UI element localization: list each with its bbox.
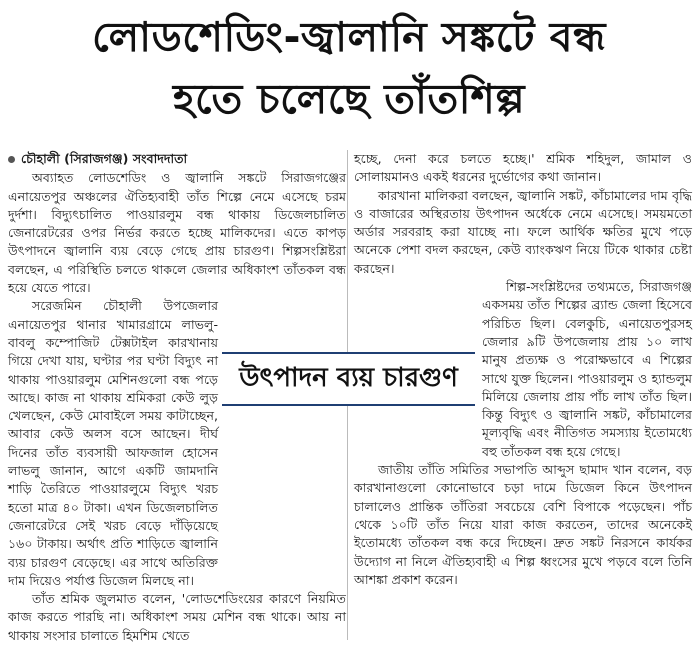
paragraph: অব্যাহত লোডশেডিং ও জ্বালানি সঙ্কটে সিরাজগঞ্জের এনায়েতপুর অঞ্চলের ঐতিহ্যবাহী তাঁত শিল্পে নেমে এসেছে চরম দুর্দশা। বিদ্যুৎচালিত পাওয়ারলুম বন্ধ থাকায় ডিজেলচালিত জেনারেটরের ওপর নির্ভর করতে হচ্ছে মালিকদের। এতে কাপড় উৎপাদনে জ্বালানি ব্যয় বেড়ে গেছে প্রায় চারগুণ। শিল্পসংশ্লিষ্টরা বলছেন, এ পরিস্থিতি চলতে থাকলে জেলার অধিকাংশ তাঁতকল বন্ধ হয়ে যেতে পারে। (8, 170, 346, 296)
headline-line-1: লোডশেডিং-জ্বালানি সঙ্কটে বন্ধ (92, 13, 606, 61)
pullquote-text: উৎপাদন ব্যয় চারগুণ (239, 363, 458, 393)
headline (0, 6, 698, 130)
paragraph: সরেজমিন চৌহালী উপজেলার এনায়েতপুর থানার খামারগ্রামে লাভলু-বাবলু কম্পোজিট টেক্সটাইল কারখানায় গিয়ে দেখা যায়, ঘণ্টার পর ঘণ্টা বিদ্যুৎ না থাকায় পাওয়ারলুম মেশিনগুলো বন্ধ পড়ে আছে। কাজ না থাকায় শ্রমিকরা কেউ লুড় খেলছেন, কেউ মোবাইলে সময় কাটাচ্ছেন, আবার কেউ অলস বসে আছেন। দীর্ঘ দিনের তাঁত ব্যবসায়ী আফজাল হোসেন লাভলু জানান, আগে একটি জামদানি শাড়ি তৈরিতে পাওয়ারলুমে বিদ্যুৎ খরচ হতো মাত্র ৪০ টাকা। এখন ডিজেলচালিত জেনারেটরে সেই খরচ বেড়ে দাঁড়িয়েছে ১৬০ টাকায়। অর্থাৎ প্রতি শাড়িতে জ্বালানি ব্যয় চারগুণ বেড়েছে। এর সাথে অতিরিক্ত দাম দিয়েও পর্যাপ্ত ডিজেল মিলছে না। (8, 298, 218, 588)
bullet-icon (8, 156, 15, 163)
paragraph: তাঁত শ্রমিক জুলমাত বলেন, 'লোডশেডিংয়ের কারণে নিয়মিত কাজ করতে পারছি না। অধিকাংশ সময় মেশিন বন্ধ থাকে। আয় না থাকায় সংসার চালাতে হিমশিম খেতে (8, 591, 346, 643)
pullquote (222, 352, 475, 406)
paragraph: হচ্ছে, দেনা করে চলতে হচ্ছে।' শ্রমিক শহিদুল, জামাল ও সোলায়মানও একই ধরনের দুর্ভোগের কথা জানান। (354, 151, 692, 185)
byline-text: চৌহালী (সিরাজগঞ্জ) সংবাদদাতা (21, 151, 188, 166)
headline-line-2: হতে চলেছে তাঁতশিল্প (173, 75, 525, 123)
paragraph: জাতীয় তাঁতি সমিতির সভাপতি আব্দুস ছামাদ খান বলেন, বড় কারখানাগুলো কোনোভাবে চড়া দামে ডিজেল কিনে উৎপাদন চালালেও প্রান্তিক তাঁতিরা সবচেয়ে বেশি বিপাকে পড়েছেন। পাঁচ থেকে ১০টি তাঁত নিয়ে যারা কাজ করতেন, তাদের অনেকেই ইতোমধ্যে তাঁতকল বন্ধ করে দিচ্ছেন। দ্রুত সঙ্কট নিরসনে কার্যকর উদ্যোগ না নিলে ঐতিহ্যবাহী এ শিল্প ধ্বংসের মুখে পড়বে বলে তিনি আশঙ্কা প্রকাশ করেন। (354, 462, 692, 587)
paragraph: কারখানা মালিকরা বলছেন, জ্বালানি সঙ্কট, কাঁচামালের দাম বৃদ্ধি ও বাজারের অস্থিরতায় উৎপাদন অর্ধেকে নেমে এসেছে। সময়মতো অর্ডার সরবরাহ করা যাচ্ছে না। ফলে আর্থিক ক্ষতির মুখে পড়ে অনেকে পেশা বদল করছেন, কেউ ব্যাংকঋণ নিয়ে টিকে থাকার চেষ্টা করছেন। (354, 187, 692, 276)
paragraph: শিল্প-সংশ্লিষ্টদের তথ্যমতে, সিরাজগঞ্জ একসময় তাঁত শিল্পের ব্র্যান্ড জেলা হিসেবে পরিচিত ছিল। বেলকুচি, এনায়েতপুরসহ জেলার ৯টি উপজেলায় প্রায় ১০ লাখ মানুষ প্রত্যক্ষ ও পরোক্ষভাবে এ শিল্পের সাথে যুক্ত ছিলেন। পাওয়ারলুম ও হ্যান্ডলুম মিলিয়ে জেলায় প্রায় পাঁচ লাখ তাঁত ছিল। কিন্তু বিদ্যুৎ ও জ্বালানি সঙ্কট, কাঁচামালের মূল্যবৃদ্ধি এবং নীতিগত সমস্যায় ইতোমধ্যে বহু তাঁতকল বন্ধ হয়ে গেছে। (482, 279, 692, 459)
byline (8, 150, 346, 168)
